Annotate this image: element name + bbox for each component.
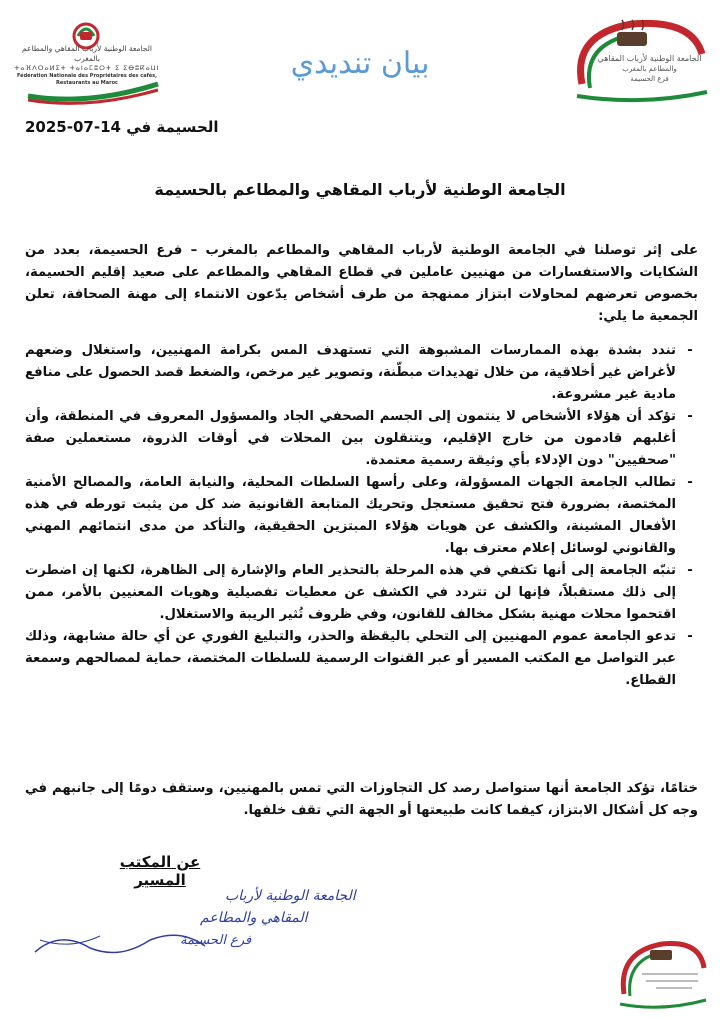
date-prefix: الحسيمة في bbox=[126, 118, 219, 136]
list-item-text: تدعو الجامعة عموم المهنيين إلى التحلي باليقظة والحذر، والتبليغ الفوري عن أي حالة مشابهة، وذلك عبر التواصل مع المكتب المسير أو عبر القنوات الرسمية للسلطات المختصة، حماية لمصالحهم وسمعة القطاع. bbox=[25, 629, 676, 688]
bullet-dash-icon: - bbox=[687, 409, 693, 424]
list-item-text: تؤكد أن هؤلاء الأشخاص لا ينتمون إلى الجسم الصحفي الجاد والمسؤول المعروف في المنطقة، وأن أغلبهم قادمون من خارج الإقليم، ويتنقلون بين المحلات في أوقات الذروة، مستعملين صفة "صحفيين" دون الإدلاء بأي وثيقة رسمية معتمدة. bbox=[25, 409, 676, 468]
signature-heading: عن المكتب المسير bbox=[119, 853, 201, 889]
bullet-dash-icon: - bbox=[687, 475, 693, 490]
closing-paragraph: ختامًا، تؤكد الجامعة أنها ستواصل رصد كل التجاوزات التي تمس بالمهنيين، وستقف دومًا إلى جانبهم في وجه كل أشكال الابتزاز، كيفما كانت طبيعتها أو الجهة التي تقف خلفها. bbox=[25, 781, 698, 818]
organization-heading: الجامعة الوطنية لأرباب المقاهي والمطاعم بالحسيمة bbox=[154, 180, 566, 199]
list-item bbox=[25, 406, 698, 472]
list-item bbox=[25, 472, 698, 560]
right-logo-line1: الجامعة الوطنية لأرباب المقاهي bbox=[597, 54, 702, 63]
date-value: 2025-07-14 bbox=[25, 118, 121, 136]
signature-line2: المقاهي والمطاعم bbox=[200, 910, 308, 926]
left-logo-french: Fédération Nationale des Propriétaires des cafés, Restaurants au Maroc bbox=[16, 73, 158, 86]
list-item bbox=[25, 560, 698, 626]
left-logo-tifinagh: ⵜⴰⴼⴷⵔⴰⵍⵉⵜ ⵜⴰⵏⴰⵎⵓⵔⵜ ⵉ ⵉⴱⵓⴽⴰⵡⵏ bbox=[14, 64, 160, 72]
bottom-stamp-logo bbox=[612, 934, 710, 1012]
date-line bbox=[25, 118, 325, 136]
list-item bbox=[25, 626, 698, 692]
signature-stamp bbox=[30, 880, 356, 960]
list-item bbox=[25, 340, 698, 406]
letterhead bbox=[0, 0, 720, 110]
left-logo-arabic: الجامعة الوطنية لأرباب المقاهي والمطاعم بالمغرب bbox=[21, 44, 152, 63]
signature-line1: الجامعة الوطنية لأرباب bbox=[225, 888, 356, 904]
branch-stamp-icon bbox=[612, 934, 710, 1012]
intro-paragraph: على إثر توصلنا في الجامعة الوطنية لأرباب المقاهي والمطاعم بالمغرب – فرع الحسيمة، بعدد من الشكايات والاستفسارات من مهنيين عاملين في قطاع المقاهي والمطاعم على صعيد إقليم الحسيمة، بخصوص تعرضهم لمحاولات ابتزاز ممنهجة من طرف أشخاص يدّعون الانتماء إلى مهنة الصحافة، تعلن الجمعية ما يلي: bbox=[25, 243, 698, 324]
document-title: بيان تنديدي bbox=[290, 46, 430, 81]
signature-line3: فرع الحسيمة bbox=[180, 933, 252, 948]
bullet-dash-icon: - bbox=[687, 343, 693, 358]
signature-scribble-icon bbox=[30, 880, 356, 960]
list-item-text: تندد بشدة بهذه الممارسات المشبوهة التي تستهدف المس بكرامة المهنيين، واستغلال وضعهم لأغراض غير أخلاقية، من خلال تهديدات مبطّنة، وتصوير غير مرخص، والضغط قصد الحصول على منافع مادية غير مشروعة. bbox=[25, 343, 676, 402]
statement-list bbox=[25, 340, 698, 692]
branch-logo-right bbox=[562, 14, 712, 106]
list-item-text: تطالب الجامعة الجهات المسؤولة، وعلى رأسها السلطات المحلية، والنيابة العامة، والمصالح الأمنية المختصة، بضرورة فتح تحقيق مستعجل وتحريك المتابعة القانونية ضد كل من يثبت تورطه في هذه الأفعال المشينة، والكشف عن هويات هؤلاء المبتزين الحقيقية، والتأكد من مدى انتمائهم المهني والقانوني لوسائل إعلام معترف بها. bbox=[25, 475, 676, 556]
right-logo-line3: فرع الحسيمة bbox=[630, 75, 669, 83]
right-logo-line2: والمطاعم بالمغرب bbox=[622, 65, 677, 73]
bullet-dash-icon: - bbox=[687, 629, 693, 644]
bullet-dash-icon: - bbox=[687, 563, 693, 578]
list-item-text: تنبّه الجامعة إلى أنها تكتفي في هذه المرحلة بالتحذير العام والإشارة إلى الظاهرة، لكنها إن اضطرت إلى ذلك مستقبلاً، فإنها لن تتردد في الكشف عن معطيات تفصيلية وهويات المعنيين بالأمر، ممن اقتحموا محلات مهنية بشكل مخالف للقانون، وفي ظروف تُثير الريبة والاستغلال. bbox=[25, 563, 676, 622]
